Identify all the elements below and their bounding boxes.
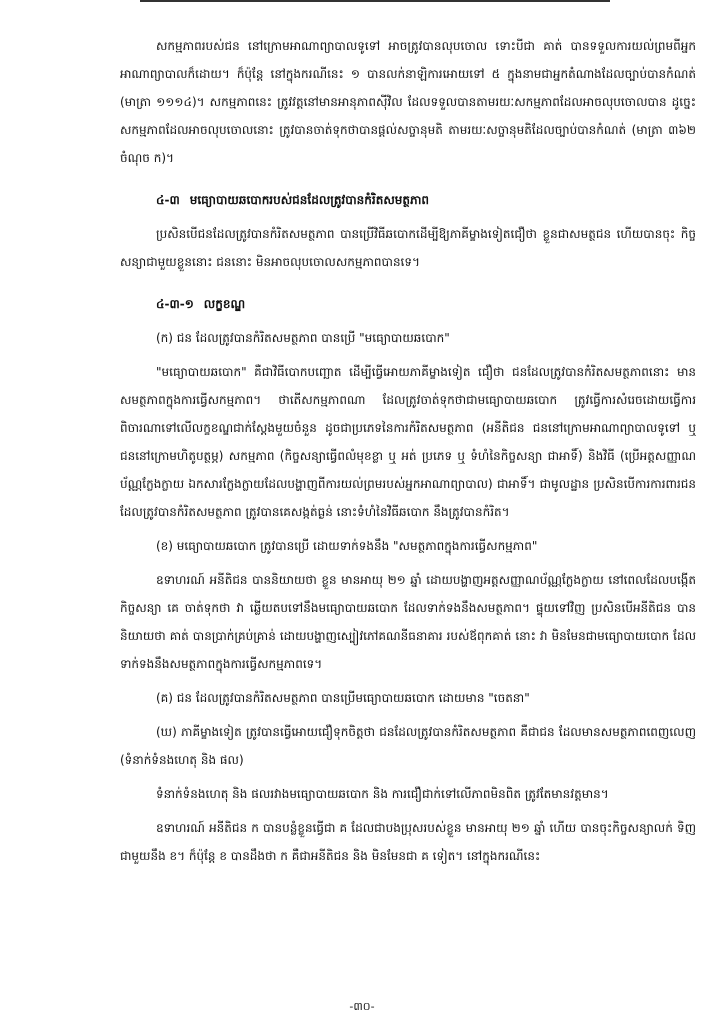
paragraph-example-1: ឧទាហរណ៍ អនីតិជន បាននិយាយថា ខ្លួន មានអាយុ ២១ ឆ្នាំ ដោយបង្ហាញអត្តសញ្ញាណប័ណ្ណក្លែងក្លាយ នៅពេលដែលបង្កើតកិច្ចសន្យា គេ ចាត់ទុកថា វា ឆ្លើយតបទៅនឹងមធ្យោបាយឆបោក ដែលទាក់ទងនឹងសមត្ថភាព។ ផ្ទុយទៅវិញ ប្រសិនបើអនីតិជន បាននិយាយថា គាត់ បានប្រាក់គ្រប់គ្រាន់ ដោយបង្ហាញស្បៀវភៅគណនីធនាគារ របស់ឪពុកគាត់ នោះ វា មិនមែនជាមធ្យោបាយបោក ដែលទាក់ទងនឹងសមត្ថភាពក្នុងការធ្វើសកម្មភាពទេ។ bbox=[120, 573, 696, 671]
top-rule-dot bbox=[566, 0, 576, 2]
paragraph-example-2: ឧទាហរណ៍ អនីតិជន ក បានបន្លំខ្លួនធ្វើជា គ ដែលជាបងប្រុសរបស់ខ្លួន មានអាយុ ២១ ឆ្នាំ ហើយ បានចុះកិច្ចសន្យាលក់ ទិញជាមួយនឹង ខ។ ក៏ប៉ុន្តែ ខ បានដឹងថា ក គឺជាអនីតិជន និង មិនមែនជា គ ទៀត។ នៅក្នុងករណីនេះ bbox=[120, 821, 696, 863]
top-rule bbox=[140, 0, 610, 2]
condition-d: (ឃ) ភាគីម្ខាងទៀត ត្រូវបានធ្វើអោយជឿទុកចិត្តថា ជនដែលត្រូវបានកំរិតសមត្ថភាព គឺជាជន ដែលមានសមត្ថភាពពេញលេញ (ទំនាក់ទំនងហេតុ និង ផល) bbox=[120, 725, 696, 767]
section-heading-4-3-1 bbox=[120, 290, 696, 318]
document-body bbox=[120, 32, 696, 876]
section-number: ៤-៣ bbox=[156, 193, 180, 207]
condition-b: (ខ) មធ្យោបាយឆបោក ត្រូវបានប្រើ ដោយទាក់ទងនឹង "សមត្ថភាពក្នុងការធ្វើសកម្មភាព" bbox=[156, 539, 538, 553]
condition-a: (ក) ជន ដែលត្រូវបានកំរិតសមត្ថភាព បានប្រើ "មធ្យោបាយឆបោក" bbox=[156, 331, 450, 345]
page-number: -៣០- bbox=[349, 1000, 375, 1013]
paragraph-4: ទំនាក់ទំនងហេតុ និង ផលរវាងមធ្យោបាយឆបោក និង ការជឿជាក់ទៅលើភាពមិនពិត ត្រូវតែមានវត្តមាន។ bbox=[156, 787, 609, 801]
section-heading-4-3 bbox=[120, 186, 696, 214]
condition-c: (គ) ជន ដែលត្រូវបានកំរិតសមត្ថភាព បានប្រើមធ្យោបាយឆបោក ដោយមាន "ចេតនា" bbox=[156, 691, 530, 705]
section-title: លក្ខខណ្ឌ bbox=[203, 297, 246, 311]
section-title: មធ្យោបាយឆបោករបស់ជនដែលត្រូវបានកំរិតសមត្ថភាព bbox=[189, 193, 430, 207]
paragraph-2: ប្រសិនបើជនដែលត្រូវបានកំរិតសមត្ថភាព បានប្រើវិធីឆបោកដើម្បីឱ្យភាគីម្ខាងទៀតជឿថា ខ្លួនជាសមត្ថជន ហើយបានចុះ កិច្ចសន្យាជាមួយខ្លួននោះ ជននោះ មិនអាចលុបចោលសកម្មភាពបានទេ។ bbox=[120, 227, 696, 269]
paragraph-1: សកម្មភាពរបស់ជន នៅក្រោមអាណាព្យាបាលទូទៅ អាចត្រូវបានលុបចោល ទោះបីជា គាត់ បានទទួលការយល់ព្រមពីអ្នកអាណាព្យាបាលក៏ដោយ។ ក៏ប៉ុន្តែ នៅក្នុងករណីនេះ ១ បានលក់នាឡិការអោយទៅ ៥ ក្នុងនាមជាអ្នកតំណាងដែលច្បាប់បានកំណត់ (មាត្រា ១១១៤)។ សកម្មភាពនេះ ត្រូវវត្តនៅមានអានុភាពស៊ីវិល ដែលទទួលបានតាមរយៈសកម្មភាពដែលអាចលុបចោលបាន ដូច្នេះ សកម្មភាពដែលអាចលុបចោលនោះ ត្រូវបានចាត់ទុកថាបានផ្តល់សច្ចានុមតិ តាមរយៈសច្ចានុមតិដែលច្បាប់បានកំណត់ (មាត្រា ៣៦២ ចំណុច ក)។ bbox=[120, 39, 696, 165]
paragraph-3: "មធ្យោបាយឆបោក" គឺជាវិធីបោកបញ្ឆោត ដើម្បីធ្វើអោយភាគីម្ខាងទៀត ជឿថា ជនដែលត្រូវបានកំរិតសមត្ថភាពនោះ មានសមត្ថភាពក្នុងការធ្វើសកម្មភាព។ ថាតើសកម្មភាពណា ដែលត្រូវចាត់ទុកថាជាមធ្យោបាយឆបោក ត្រូវធ្វើការសំរេចដោយធ្វើការពិចារណាទៅលើលក្ខខណ្ឌជាក់ស្តែងមួយចំនួន ដូចជាប្រភេទនៃការកំរិតសមត្ថភាព (អនីតិជន ជននៅក្រោមអាណាព្យាបាលទូទៅ ឬ ជននៅក្រោមហិតូបត្ថម្ភ) សកម្មភាព (កិច្ចសន្យាធ្វើពលំមុខខ្លា ឬ អត់ ប្រភេទ ឬ ទំហំនៃកិច្ចសន្យា ជាអាទិ៍) និងវិធី (ប្រើអត្តសញ្ញាណប័ណ្ណក្លែងក្លាយ ឯកសារក្លែងក្លាយដែលបង្ហាញពីការយល់ព្រមរបស់អ្នកអាណាព្យាបាល) ជាអាទិ៍។ ជាមូលដ្ឋាន ប្រសិនបើការការពារជន ដែលត្រូវបានកំរិតសមត្ថភាព ត្រូវបានគេសង្កត់ធ្ងន់ នោះទំហំនៃវិធីឆបោក នឹងត្រូវបានកំរិត។ bbox=[120, 365, 696, 519]
section-number: ៤-៣-១ bbox=[156, 297, 194, 311]
